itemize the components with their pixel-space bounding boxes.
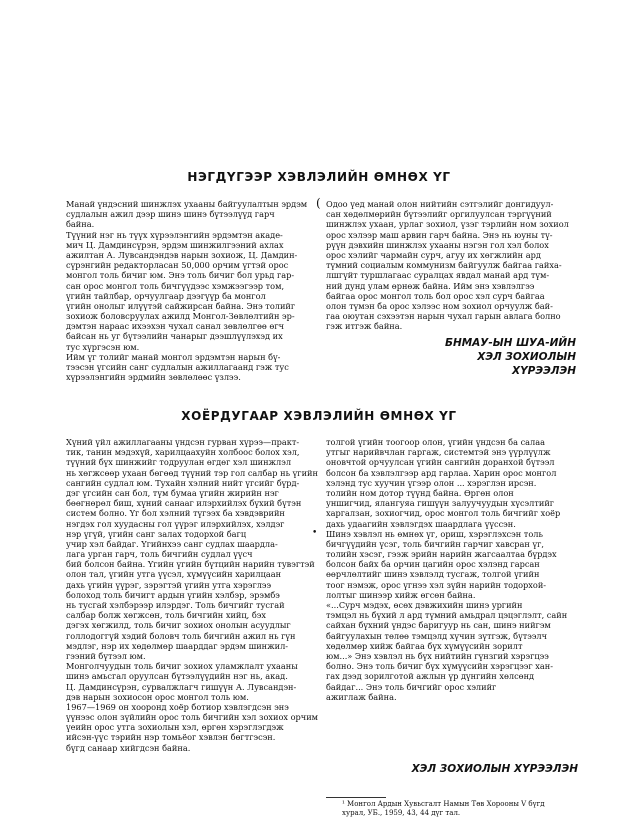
text-line: тээсэн үгсийн санг судлалын ажиллагаанд гэж тус — [66, 362, 289, 372]
text-line: утгыг нарийвчлан гаргаж, системтэй энэ үүрлүүлж — [326, 447, 551, 458]
text-line: болоход толь бичигт ардын үгийн хэлбэр, эрэмбэ — [66, 589, 280, 600]
text-line: юм...» Энэ хэвлэл нь бүх нийтийн гүнзгий хэрэгцээ — [326, 650, 549, 661]
text-line: уншигчид, ялангуяа гишүүн залуучуудын хүсэлтийг — [326, 498, 555, 509]
text-line: үгийн онолыг илүүтэй сайжирсан байна. Энэ толийг — [66, 300, 296, 311]
text-line: ажилтан А. Лувсандэндэв нарын зохиож, Ц. Дамдин- — [66, 249, 298, 260]
text-line: гах дээд зорилготой ажлын үр дүнгийн хөлсөнд — [326, 671, 535, 682]
text-line: гэж итгэж байна. — [326, 321, 403, 332]
text-line: «...Сурч мэдэх, өсөх дэвжихийн шинэ ургийн — [326, 600, 523, 610]
text-line: дахь удаагийн хэвлэгдэх шаардлага үүссэн. — [326, 518, 516, 529]
text-line: ийсэн-үүс тэрийн нэр томьёог хэвлэн бөгтгэсэн. — [66, 732, 276, 743]
text-line: монгол толь бичиг юм. Энэ толь бичиг бол урьд гар- — [66, 270, 295, 281]
text-line: дэгэх хөгжилд, толь бичиг зохиох онолын асуудлыг — [66, 620, 291, 631]
text-line: сан орос монгол толь бичгүүдээс хэмжээгээр том, — [66, 280, 285, 291]
signature-line: ХЭЛ ЗОХИОЛЫН — [477, 351, 576, 363]
section1-left-column — [66, 199, 310, 383]
text-line: үгийн тайлбар, орчуулгаар дээгүүр ба монгол — [66, 290, 266, 301]
text-line: салбар болж хөгжсөн, толь бичгийн хийц, бэх — [66, 610, 266, 621]
section1-signature — [445, 336, 576, 378]
text-line: хүрээлэнгийн эрдмийн зөвлөлөөс үзлээ. — [66, 372, 241, 383]
text-line: дэмтэн нараас ихээхэн чухал санал зөвлөлгөө өгч — [66, 321, 285, 332]
text-line: Монголчуудын толь бичиг зохиох уламжлалт ухааны — [66, 661, 298, 672]
footnote — [342, 800, 578, 818]
text-line: систем болно. Үг бол хэлний түгээх ба хэвдэврийн — [66, 508, 285, 519]
footnote-line: ¹ Монгол Ардын Хувьсгалт Намын Төв Хорооны V бүгд — [342, 800, 545, 808]
text-line: мич Ц. Дамдинсүрэн, эрдэм шинжилгээний ахлах — [66, 239, 284, 250]
section2-signature: ХЭЛ ЗОХИОЛЫН ХҮРЭЭЛЭН — [411, 763, 578, 775]
text-line: толийн хэсэг, гээж эрийн нарийн жагсаалтаа бүрдэх — [326, 549, 557, 560]
text-line: шинжлэх ухаан, урлаг зохиол, үзэг тэрлийн ном зохиол — [326, 219, 569, 230]
text-line: хэлэнд тус хуучин үгээр олон ... хэрэглэн ирсэн. — [326, 477, 537, 488]
text-line: болсон ба хэвлэлгээр ард гарлаа. Харин орос монгол — [326, 467, 557, 478]
text-line: гээний бүтээл юм. — [66, 650, 146, 661]
text-line: бий болсон байна. Үгийн үгийн бүтцийн нарийн тувэгтэй — [66, 559, 315, 570]
text-line: Манай үндэсний шинжлэх ухааны байгуулалтын эрдэм — [66, 199, 308, 209]
text-line: голлодоггүй хэдий боловч толь бичгийн ажил нь гүн — [66, 630, 296, 641]
text-line: шинэ амьсгал оруулсан бүтээлүүдийн нэг нь, акад. — [66, 671, 288, 682]
text-line: үүнээс олон зүйлийн орос толь бичгийн хэл зохиох орчим — [66, 712, 319, 723]
text-line: тик, танин мэдэхүй, харилцаахуйн холбоос болох хэл, — [66, 447, 300, 458]
text-line: дахь үгийн үүрэг, зэрэгтэй үгийн утга хэрэглээ — [66, 579, 272, 590]
footnote-rule — [326, 797, 386, 798]
text-line: сайхан бүхний үндэс баригуур нь сан, шинэ нийгэм — [326, 620, 551, 631]
text-line: Хүний үйл ажиллагааны үндсэн гурван хүрээ—практ- — [66, 437, 300, 447]
text-line: нэгдэх гол хуудасны гол үүрэг илэрхийлэх, хэлдэг — [66, 518, 285, 529]
text-line: тус хүргэсэн юм. — [66, 341, 140, 352]
text-line: олон тал, үгийн утга үүсэл, хүмүүсийн харилцаан — [66, 569, 282, 580]
text-line: нэр үгүй, үгийн санг залах тодорхой багц — [66, 528, 247, 539]
text-line: зохиож боловсруулах ажилд Монгол-Зөвлөлтийн эр- — [66, 311, 295, 322]
text-line: лшгүйт туршлагаас суралцах явдал манай ард түм- — [326, 270, 550, 281]
text-line: Түүний нэг нь түүх хүрээлэнгийн эрдэмтэн акаде- — [66, 229, 283, 240]
text-line: нь тусгай хэлбэрээр илэрдэг. Толь бичгийг тусгай — [66, 600, 285, 610]
text-line: гаа оюутан сэхээтэн нарын чухал гарын авлага болно — [326, 311, 561, 322]
text-line: тэмцэл нь бүхий л ард түмний амьдрал цэцэглэлт, сайн — [326, 610, 568, 621]
text-line: тоог нэмэж, орос үгнээ хэл зүйн нарийн тодорхой- — [326, 579, 547, 590]
text-line: болсон байх ба орчин цагийн орос хэлэнд гарсан — [326, 559, 540, 570]
text-line: лага урган гарч, толь бичгийн судлал үүсч — [66, 549, 253, 560]
text-line: байсан нь уг бүтээлийн чанарыг дээшлүүлэхэд их — [66, 331, 283, 342]
text-line: ажиглаж байна. — [326, 691, 397, 702]
footnote-line: хурал, УБ., 1959, 43, 44 дүг тал. — [342, 809, 461, 817]
text-line: болно. Энэ толь бичиг бүх хүмүүсийн хэрэгцээг хан- — [326, 661, 553, 672]
text-line: бичгүүдийн үсэг, толь бичгийн гарчиг хавсран үг, — [326, 538, 544, 549]
text-line: нь хөгжсөөр ухаан бөгөөд түүний тэр гол салбар нь үгийн — [66, 467, 318, 478]
text-line: Одоо үед манай олон нийтийн сэтгэлийг донгидуул- — [326, 199, 554, 209]
text-line: учир хэл байдаг. Үгийнхээ санг судлах шаардла- — [66, 538, 278, 549]
text-line: орос хэлийг чармайн сурч, агуу их хөгжлийн ард — [326, 249, 541, 260]
section2-right-column — [326, 437, 576, 755]
text-line: оновчтой орчуулсан үгийн сангийн доранхой бүтээл — [326, 457, 555, 468]
text-line: Ц. Дамдинсүрэн, сурвалжлагч гишүүн А. Лувсандэн- — [66, 681, 297, 692]
text-line: рүүн дэвхийн шинжлэх ухааны нэгэн гол хэл болох — [326, 239, 549, 250]
text-line: 1967—1969 он хооронд хоёр ботиор хэвлэгдсэн энэ — [66, 701, 289, 712]
text-line: үеийн орос утга зохиолын хэл, өргөн хэрэглэгдэж — [66, 722, 284, 733]
section2-title: ХОЁРДУГААР ХЭВЛЭЛИЙН ӨМНӨХ ҮГ — [181, 409, 457, 423]
text-line: дэв нарын зохиосон орос монгол толь юм. — [66, 691, 249, 702]
margin-mark: ( — [316, 196, 321, 210]
text-line: Шинэ хэвлэл нь өмнөх үг, ориш, хэрэглэхсэн толь — [326, 528, 543, 539]
text-line: өөрчлөлтийг шинэ хэвлэлд тусгаж, толгой үгийн — [326, 569, 540, 580]
text-line: бүгд санаар хийгдсэн байна. — [66, 742, 191, 753]
text-line: орос хэлээр маш арвин гарч байна. Энэ нь юуны тү- — [326, 229, 553, 240]
signature-line: ХҮРЭЭЛЭН — [511, 365, 576, 377]
text-line: байгаа орос монгол толь бол орос хэл сурч байгаа — [326, 290, 545, 301]
text-line: байдаг... Энэ толь бичгийг орос хэлийг — [326, 681, 497, 692]
section1-right-column — [326, 199, 576, 332]
text-line: толгой үгийн тоогоор олон, үгийн үндсэн ба салаа — [326, 437, 546, 447]
margin-dot: • — [312, 528, 318, 538]
text-line: байна. — [66, 219, 95, 230]
section2-left-column — [66, 437, 319, 789]
text-line: сангийн судлал юм. Тухайн хэлний нийт үгсийг бүрд- — [66, 477, 300, 488]
text-line: толийн ном дотор түүнд байна. Өргөн олон — [326, 487, 514, 498]
text-line: байгуулахын төлөө тэмцэлд хүчин зүтгэж, бүтээлч — [326, 630, 548, 641]
text-line: түүний бүх шинжийг тодруулан өгдөг хэл шинжлэл — [66, 457, 292, 468]
section1-title: НЭГДҮГЭЭР ХЭВЛЭЛИЙН ӨМНӨХ ҮГ — [187, 170, 451, 184]
text-line: сан хөдөлмөрийн бүтээлийг оргилуулсан тэргүүний — [326, 209, 552, 220]
text-line: олон түмэн ба орос хэлээс ном зохиол орчуулж бай- — [326, 300, 553, 311]
text-line: ний дунд улам өрнөж байна. Ийм энэ хэвлэлгээ — [326, 280, 535, 291]
text-line: бөөгнөрөл биш, хүний санааг илэрхийлэх бүхий бүтэн — [66, 498, 302, 509]
text-line: дэг үгсийн сан бол, түм бумаа үгийн жирийн нэг — [66, 487, 279, 498]
text-line: лолтыг шинээр хийж өгсөн байна. — [326, 589, 476, 600]
signature-line: БНМАУ-ЫН ШУА-ИЙН — [444, 337, 576, 349]
text-line: Ийм үг толийг манай монгол эрдэмтэн нарын бү- — [66, 351, 281, 362]
text-line: харгалзан, зохиогчид, орос монгол толь бичгийг хоёр — [326, 508, 561, 519]
text-line: сүрэнгийн редакторласан 50,000 орчим үгтэй орос — [66, 260, 289, 271]
text-line: түмний социалым коммунизм байгуулж байгаа гайха- — [326, 260, 562, 271]
text-line: мэдлэг, нэр их хөдөлмөр шаарддаг эрдэм шинжил- — [66, 640, 289, 651]
text-line: судлалын ажил дээр шинэ шинэ бүтээлүүд гарч — [66, 209, 275, 220]
text-line: хөдөлмөр хийж байгаа бүх хүмүүсийн зорилт — [326, 640, 523, 651]
